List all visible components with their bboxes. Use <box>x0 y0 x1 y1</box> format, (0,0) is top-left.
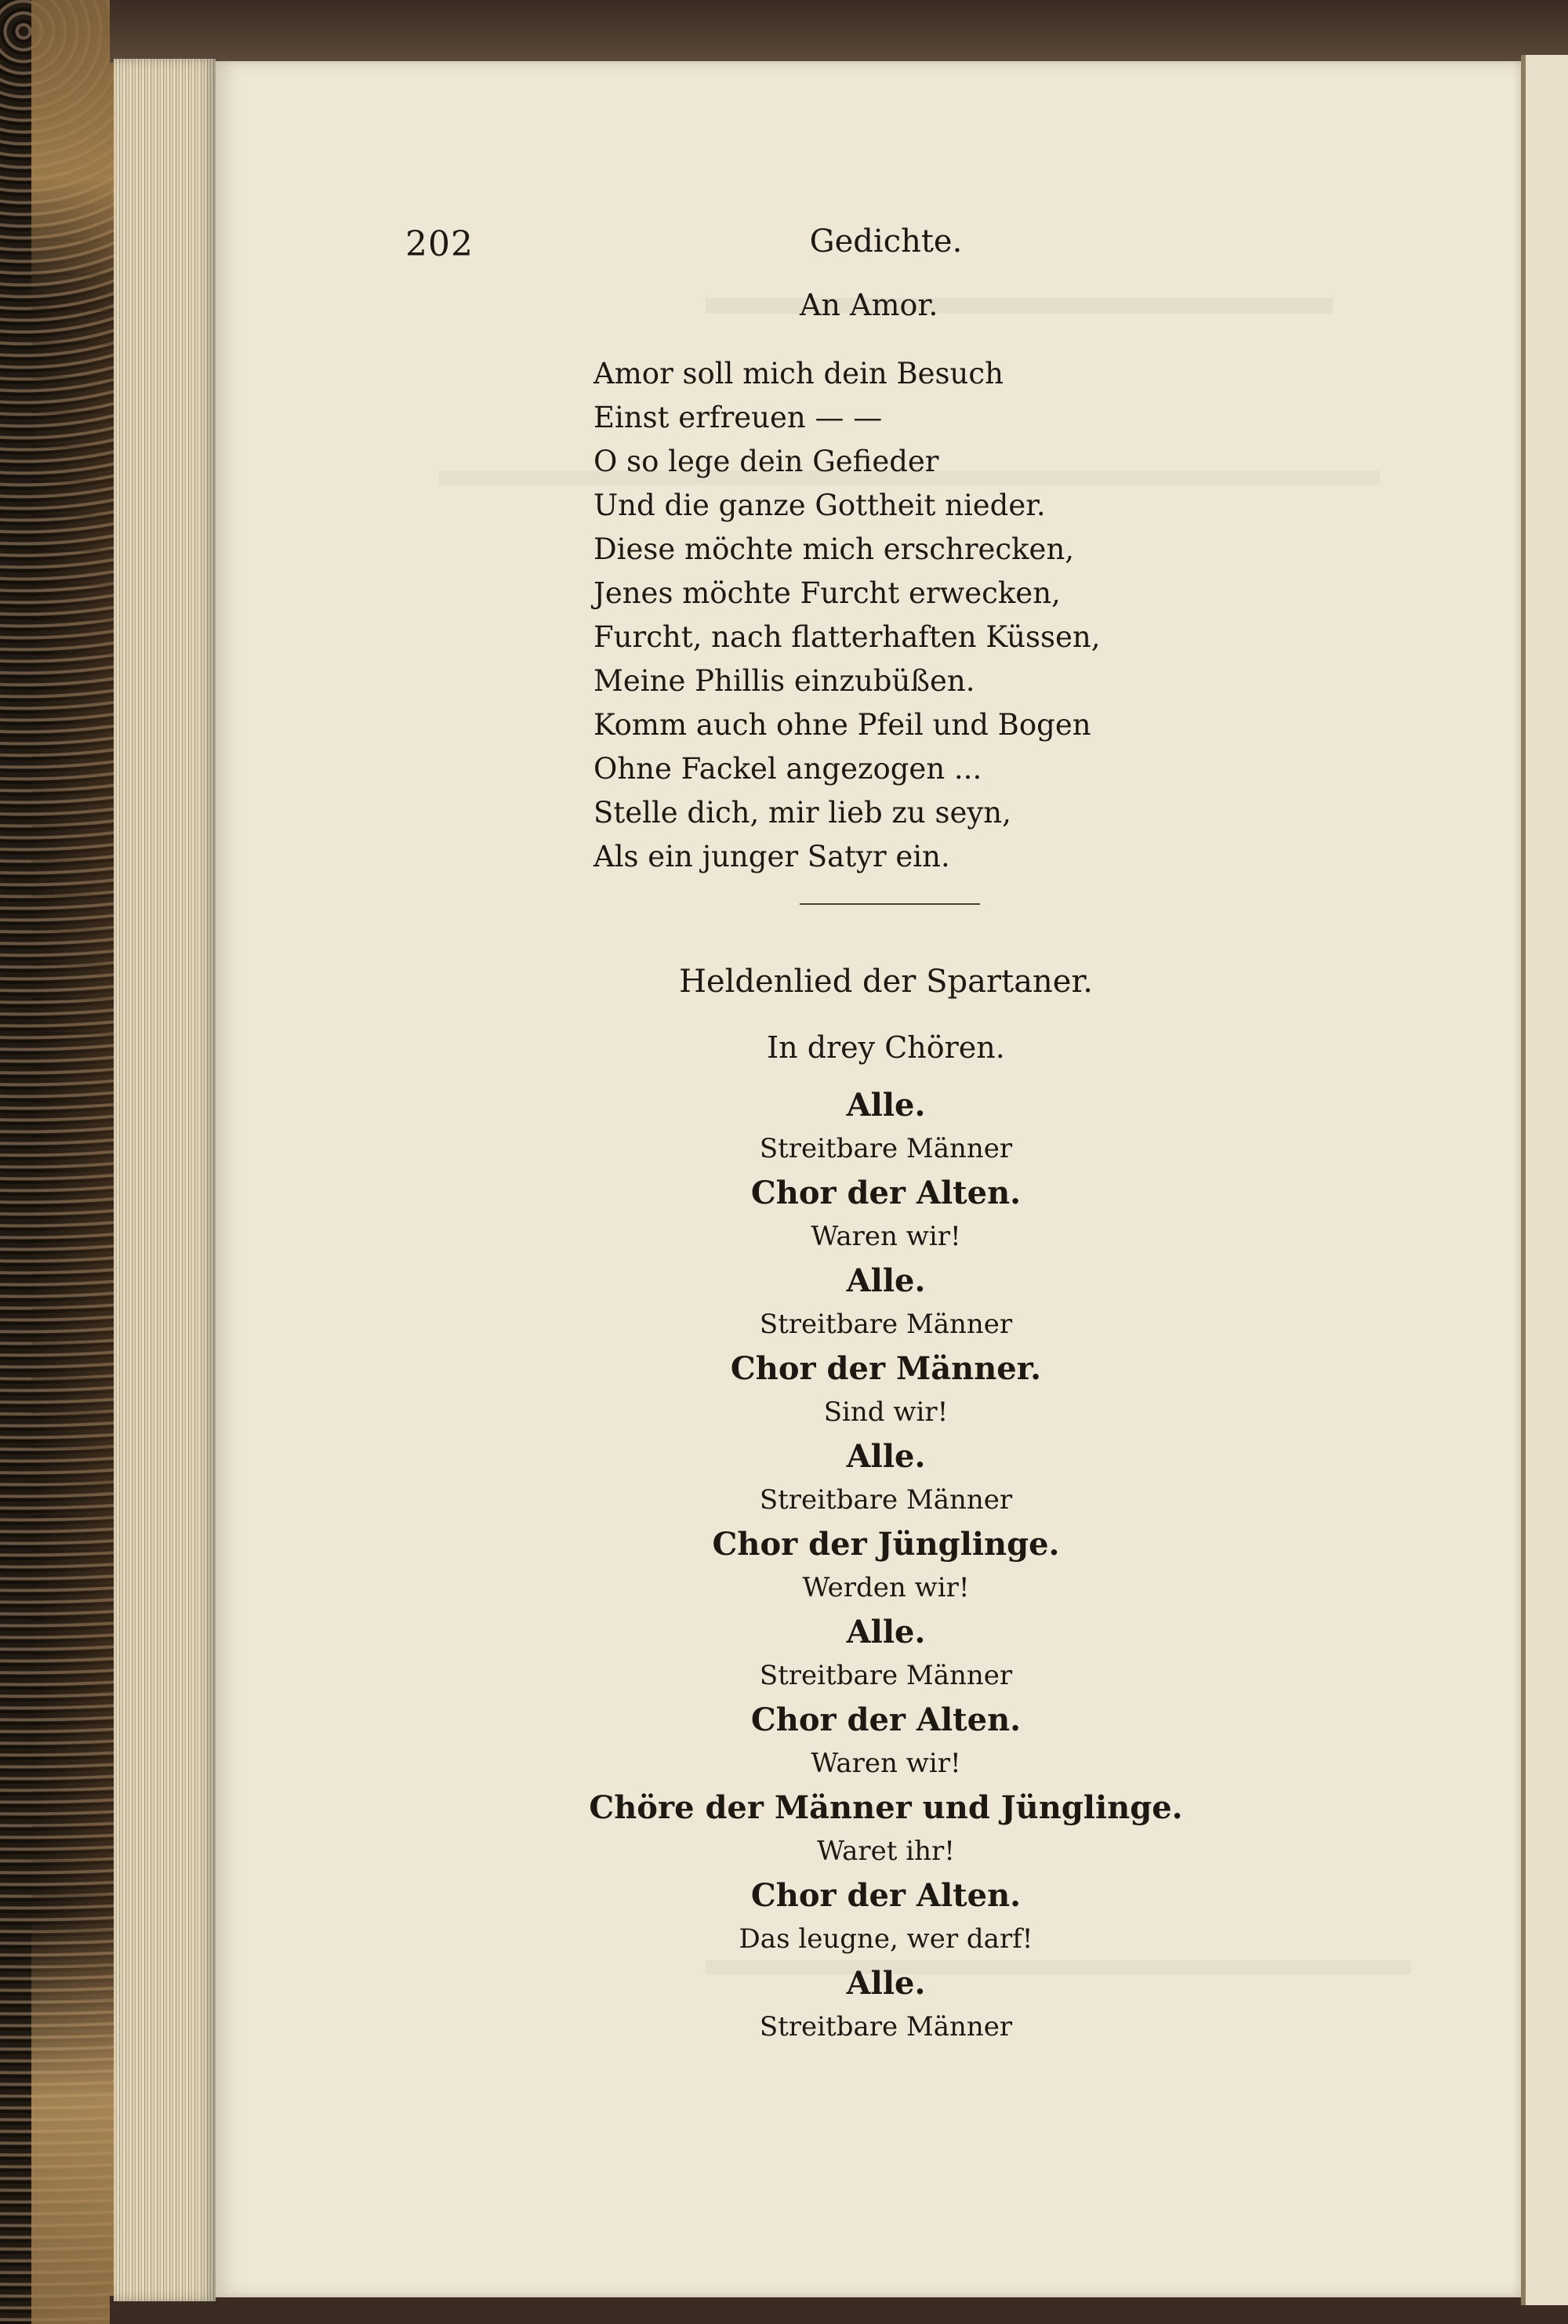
verse-line: Diese möchte mich erschrecken, <box>593 532 1075 566</box>
poem-title: An Amor. <box>800 288 938 322</box>
running-title: Gedichte. <box>809 223 963 260</box>
chorus-label: Alle. <box>846 1965 926 2002</box>
verse-line: Und die ganze Gottheit nieder. <box>593 488 1046 522</box>
chorus-line: Sind wir! <box>823 1396 949 1428</box>
verse-line: Ohne Fackel angezogen ... <box>593 752 982 786</box>
song-title: Heldenlied der Spartaner. <box>679 964 1093 1000</box>
chorus-label: Chor der Alten. <box>750 1701 1022 1738</box>
verse-line: Als ein junger Satyr ein. <box>593 840 950 873</box>
chorus-label: Chöre der Männer und Jünglinge. <box>589 1789 1183 1826</box>
chorus-line: Waren wir! <box>811 1221 961 1252</box>
chorus-label: Chor der Alten. <box>750 1877 1022 1914</box>
verse-line: Furcht, nach flatterhaften Küssen, <box>593 620 1101 654</box>
bottom-margin-shadow <box>110 2296 1568 2324</box>
verse-line: Jenes möchte Furcht erwecken, <box>593 576 1061 610</box>
chorus-label: Alle. <box>846 1087 926 1124</box>
chorus-line: Streitbare Männer <box>759 1133 1013 1164</box>
chorus-label: Chor der Männer. <box>730 1350 1042 1387</box>
section-divider <box>800 903 980 905</box>
verse-line: Einst erfreuen — — <box>593 401 883 434</box>
chorus-line: Streitbare Männer <box>759 1309 1013 1340</box>
chorus-line: Waret ihr! <box>817 1836 955 1867</box>
chorus-line: Werden wir! <box>802 1572 970 1603</box>
verse-line: Meine Phillis einzubüßen. <box>593 664 975 698</box>
chorus-label: Chor der Alten. <box>750 1175 1022 1211</box>
song-subtitle: In drey Chören. <box>767 1030 1005 1065</box>
page-number: 202 <box>405 224 474 264</box>
chorus-label: Chor der Jünglinge. <box>712 1526 1060 1563</box>
verse-line: Stelle dich, mir lieb zu seyn, <box>593 796 1011 830</box>
chorus-line: Streitbare Männer <box>759 2011 1013 2043</box>
chorus-line: Streitbare Männer <box>759 1484 1013 1516</box>
verse-line: Komm auch ohne Pfeil und Bogen <box>593 708 1091 742</box>
verse-line: O so lege dein Gefieder <box>593 445 939 478</box>
chorus-line: Waren wir! <box>811 1748 961 1779</box>
chorus-line: Das leugne, wer darf! <box>739 1923 1033 1955</box>
verse-line: Amor soll mich dein Besuch <box>593 357 1004 390</box>
top-margin-shadow <box>110 0 1568 63</box>
chorus-label: Alle. <box>846 1614 926 1650</box>
chorus-line: Streitbare Männer <box>759 1660 1013 1691</box>
chorus-label: Alle. <box>846 1438 926 1475</box>
chorus-label: Alle. <box>846 1262 926 1299</box>
